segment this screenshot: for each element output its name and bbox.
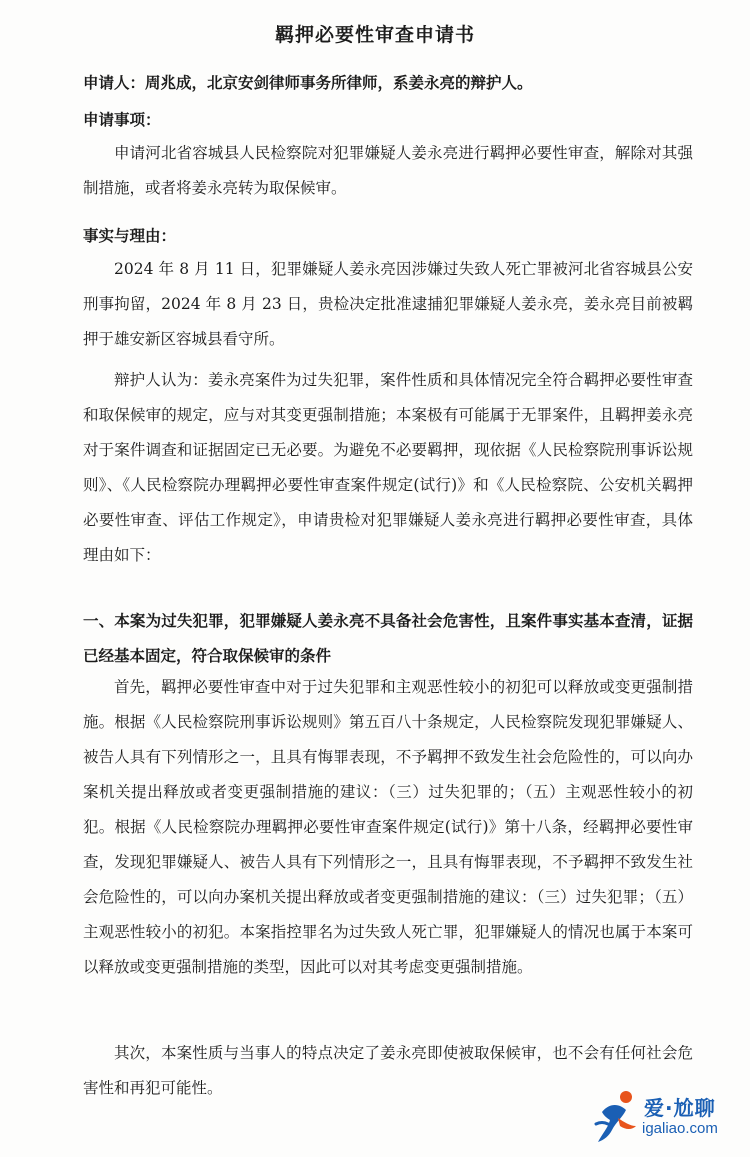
request-paragraph: 申请河北省容城县人民检察院对犯罪嫌疑人姜永亮进行羁押必要性审查，解除对其强制措施，或者将姜永亮转为取保候审。 (83, 144, 693, 197)
reason-paragraph-2: 其次，本案性质与当事人的特点决定了姜永亮即使被取保候审，也不会有任何社会危害性和再犯可能性。 (83, 1044, 693, 1097)
watermark-logo (592, 1086, 750, 1152)
watermark-name: 爱·尬聊 (644, 1096, 716, 1120)
watermark-domain: igaliao.com (642, 1120, 718, 1137)
facts-paragraph-1: 2024 年 8 月 11 日，犯罪嫌疑人姜永亮因涉嫌过失致人死亡罪被河北省容城县公安刑事拘留，2024 年 8 月 23 日，贵检决定批准逮捕犯罪嫌疑人姜永亮，姜永亮目前被羁押于雄安新区容城县看守所。 (83, 260, 693, 348)
facts-heading: 事实与理由： (83, 226, 177, 245)
running-figure-logo-icon (592, 1088, 642, 1146)
section-1-heading: 一、本案为过失犯罪，犯罪嫌疑人姜永亮不具备社会危害性，且案件事实基本查清，证据已经基本固定，符合取保候审的条件 (83, 611, 693, 665)
request-heading: 申请事项： (83, 110, 161, 129)
applicant-line: 申请人：周兆成，北京安剑律师事务所律师，系姜永亮的辩护人。 (83, 73, 533, 92)
facts-paragraph-2: 辩护人认为：姜永亮案件为过失犯罪，案件性质和具体情况完全符合羁押必要性审查和取保候审的规定，应与对其变更强制措施；本案极有可能属于无罪案件，且羁押姜永亮对于案件调查和证据固定已无必要。为避免不必要羁押，现依据《人民检察院刑事诉讼规则》、《人民检察院办理羁押必要性审查案件规定(试行)》和《人民检察院、公安机关羁押必要性审查、评估工作规定》，申请贵检对犯罪嫌疑人姜永亮进行羁押必要性审查，具体理由如下： (83, 371, 693, 564)
reason-paragraph-1: 首先，羁押必要性审查中对于过失犯罪和主观恶性较小的初犯可以释放或变更强制措施。根据《人民检察院刑事诉讼规则》第五百八十条规定，人民检察院发现犯罪嫌疑人、被告人具有下列情形之一，且具有悔罪表现，不予羁押不致发生社会危险性的，可以向办案机关提出释放或者变更强制措施的建议：（三）过失犯罪的；（五）主观恶性较小的初犯。根据《人民检察院办理羁押必要性审查案件规定(试行)》第十八条，经羁押必要性审查，发现犯罪嫌疑人、被告人具有下列情形之一，且具有悔罪表现，不予羁押不致发生社会危险性的，可以向办案机关提出释放或者变更强制措施的建议：（三）过失犯罪；（五）主观恶性较小的初犯。本案指控罪名为过失致人死亡罪，犯罪嫌疑人的情况也属于本案可以释放或变更强制措施的类型，因此可以对其考虑变更强制措施。 (83, 678, 693, 976)
document-title: 羁押必要性审查申请书 (274, 24, 475, 46)
